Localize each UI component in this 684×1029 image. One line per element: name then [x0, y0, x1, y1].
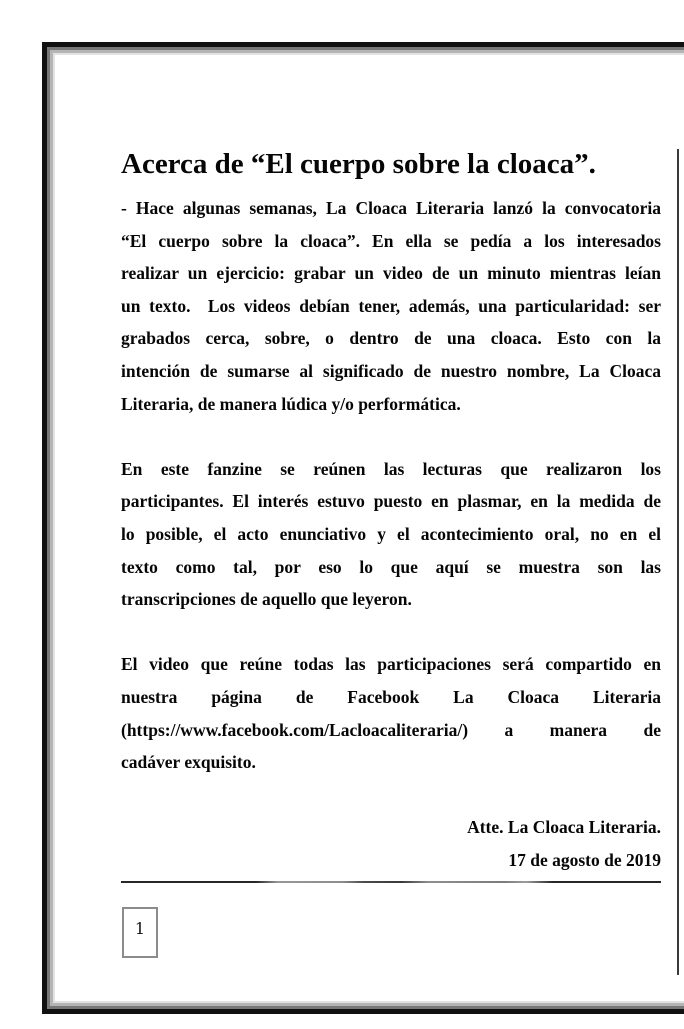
date-line: 17 de agosto de 2019 [508, 849, 661, 870]
text-line: intención de sumarse al significado de nuestro nombre, La Cloaca [121, 360, 661, 381]
text-line: un texto. Los videos debían tener, además, una particularidad: ser [121, 295, 661, 316]
text-line: “El cuerpo sobre la cloaca”. En ella se pedía a los interesados [121, 230, 661, 251]
text-line: cadáver exquisito. [121, 752, 256, 773]
text-line: (https://www.facebook.com/Lacloacaliteraria/) a manera de [121, 719, 661, 740]
text-line: nuestra página de Facebook La Cloaca Literaria [121, 686, 661, 707]
text-line: grabados cerca, sobre, o dentro de una cloaca. Esto con la [121, 328, 661, 349]
page-number: 1 [134, 919, 146, 938]
text-line: - Hace algunas semanas, La Cloaca Literaria lanzó la convocatoria [121, 198, 661, 218]
text-line: Literaria, de manera lúdica y/o performática. [121, 393, 461, 414]
text-line: participantes. El interés estuvo puesto en plasmar, en la medida de [121, 491, 661, 512]
page-edge-line [677, 149, 679, 975]
text-line: En este fanzine se reúnen las lecturas que realizaron los [121, 458, 661, 479]
text-line: realizar un ejercicio: grabar un video de un minuto mientras leían [121, 263, 661, 284]
text-line: lo posible, el acto enunciativo y el acontecimiento oral, no en el [121, 523, 661, 544]
text-line: texto como tal, por eso lo que aquí se muestra son las [121, 556, 661, 577]
page-number-box [122, 907, 158, 958]
page-title: Acerca de “El cuerpo sobre la cloaca”. [121, 148, 596, 180]
text-column [121, 146, 661, 876]
footer-divider [121, 881, 661, 883]
paragraph-video-facebook [121, 648, 661, 778]
text-line: transcripciones de aquello que leyeron. [121, 589, 412, 610]
text-line: El video que reúne todas las participaciones será compartido en [121, 654, 661, 675]
paragraph-convocatoria [121, 192, 661, 420]
signature-line: Atte. La Cloaca Literaria. [467, 817, 661, 838]
paragraph-fanzine [121, 453, 661, 616]
signature-block [121, 811, 661, 876]
